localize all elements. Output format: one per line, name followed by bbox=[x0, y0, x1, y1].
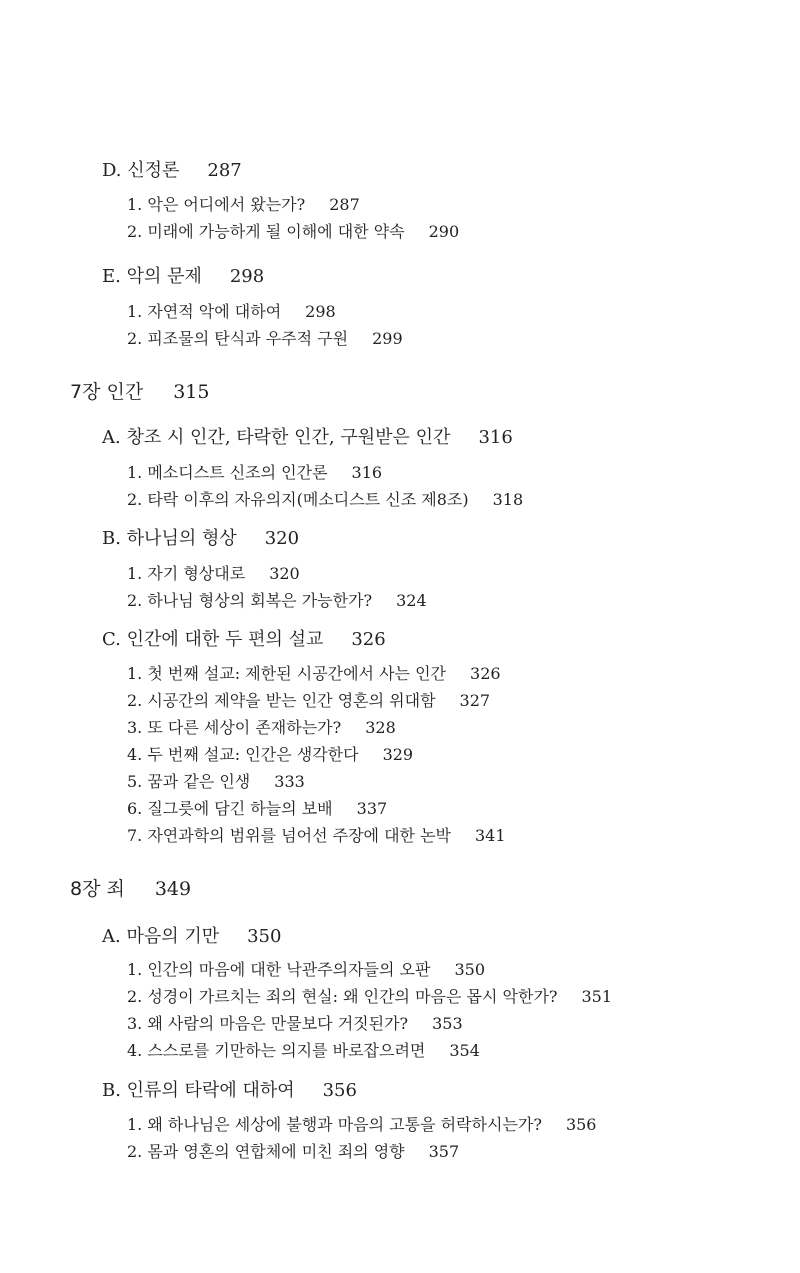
toc-section-label: C. 인간에 대한 두 편의 설교 bbox=[102, 629, 324, 650]
toc-chapter-8 bbox=[70, 880, 191, 899]
toc-chapter-label: 7장 인간 bbox=[70, 381, 144, 403]
toc-page-number: 316 bbox=[478, 427, 513, 448]
toc-section-label: B. 하나님의 형상 bbox=[102, 528, 237, 549]
toc-section-label: D. 신정론 bbox=[102, 160, 180, 181]
toc-page-number: 287 bbox=[329, 195, 360, 214]
toc-item bbox=[127, 1016, 463, 1032]
toc-page-number: 326 bbox=[470, 664, 501, 683]
toc-item-label: 7. 자연과학의 범위를 넘어선 주장에 대한 논박 bbox=[127, 826, 451, 845]
toc-item-label: 5. 꿈과 같은 인생 bbox=[127, 772, 251, 791]
toc-section-label: A. 마음의 기만 bbox=[102, 926, 220, 947]
toc-page-number: 298 bbox=[229, 266, 265, 287]
toc-page-number: 290 bbox=[428, 222, 460, 241]
toc-page-number: 354 bbox=[449, 1041, 480, 1060]
toc-item-label: 6. 질그릇에 담긴 하늘의 보배 bbox=[127, 799, 333, 818]
toc-item bbox=[127, 1117, 596, 1133]
toc-item bbox=[127, 197, 360, 213]
toc-section-8a bbox=[102, 928, 281, 946]
toc-item-label: 3. 또 다른 세상이 존재하는가? bbox=[127, 718, 342, 737]
toc-item-label: 1. 첫 번째 설교: 제한된 시공간에서 사는 인간 bbox=[127, 664, 447, 683]
toc-page-number: 329 bbox=[382, 745, 414, 764]
toc-item-label: 2. 피조물의 탄식과 우주적 구원 bbox=[127, 329, 349, 348]
toc-item bbox=[127, 1043, 480, 1059]
toc-item-label: 1. 인간의 마음에 대한 낙관주의자들의 오판 bbox=[127, 960, 431, 979]
toc-page-number: 318 bbox=[492, 490, 524, 509]
toc-section-label: B. 인류의 타락에 대하여 bbox=[102, 1080, 295, 1101]
toc-chapter-7 bbox=[70, 383, 209, 402]
toc-page-number: 350 bbox=[454, 960, 485, 979]
toc-section-7a bbox=[102, 429, 513, 447]
toc-page-number: 333 bbox=[274, 772, 305, 791]
toc-item-label: 4. 두 번째 설교: 인간은 생각한다 bbox=[127, 745, 359, 764]
toc-page-number: 337 bbox=[356, 799, 388, 818]
toc-item-label: 1. 왜 하나님은 세상에 불행과 마음의 고통을 허락하시는가? bbox=[127, 1115, 542, 1134]
toc-item-label: 2. 미래에 가능하게 될 이해에 대한 약속 bbox=[127, 222, 405, 241]
toc-page-number: 350 bbox=[247, 926, 282, 947]
toc-item bbox=[127, 693, 490, 709]
toc-section-7c bbox=[102, 631, 386, 649]
toc-page-number: 356 bbox=[322, 1080, 357, 1101]
toc-item bbox=[127, 566, 300, 582]
toc-item bbox=[127, 801, 387, 817]
toc-page-number: 299 bbox=[372, 329, 403, 348]
toc-item bbox=[127, 331, 403, 347]
toc-chapter-label: 8장 죄 bbox=[70, 878, 125, 900]
toc-page-number: 315 bbox=[173, 381, 210, 403]
toc-item bbox=[127, 593, 427, 609]
toc-section-label: A. 창조 시 인간, 타락한 인간, 구원받은 인간 bbox=[102, 427, 451, 448]
toc-item bbox=[127, 989, 612, 1005]
toc-section-d bbox=[102, 162, 242, 180]
toc-page-number: 328 bbox=[365, 718, 396, 737]
toc-item-label: 1. 악은 어디에서 왔는가? bbox=[127, 195, 306, 214]
toc-item-label: 1. 자연적 악에 대하여 bbox=[127, 302, 282, 321]
toc-item-label: 1. 자기 형상대로 bbox=[127, 564, 246, 583]
toc-item-label: 2. 타락 이후의 자유의지(메소디스트 신조 제8조) bbox=[127, 490, 469, 509]
toc-item-label: 2. 몸과 영혼의 연합체에 미친 죄의 영향 bbox=[127, 1142, 405, 1161]
toc-page-number: 341 bbox=[475, 826, 506, 845]
toc-section-8b bbox=[102, 1082, 357, 1100]
toc-page-number: 287 bbox=[207, 160, 242, 181]
toc-page-number: 327 bbox=[459, 691, 491, 710]
toc-page-number: 326 bbox=[351, 629, 386, 650]
toc-item bbox=[127, 224, 459, 240]
toc-item bbox=[127, 720, 396, 736]
toc-page-number: 356 bbox=[565, 1115, 597, 1134]
toc-page-number: 320 bbox=[269, 564, 300, 583]
toc-page-number: 353 bbox=[432, 1014, 463, 1033]
toc-item bbox=[127, 492, 523, 508]
toc-page-number: 316 bbox=[351, 463, 383, 482]
toc-item-label: 4. 스스로를 기만하는 의지를 바로잡으려면 bbox=[127, 1041, 426, 1060]
toc-item bbox=[127, 1144, 459, 1160]
toc-item bbox=[127, 666, 501, 682]
toc-item-label: 1. 메소디스트 신조의 인간론 bbox=[127, 463, 328, 482]
toc-page-number: 320 bbox=[264, 528, 300, 549]
toc-item-label: 2. 성경이 가르치는 죄의 현실: 왜 인간의 마음은 몹시 악한가? bbox=[127, 987, 558, 1006]
toc-item bbox=[127, 774, 305, 790]
toc-section-e bbox=[102, 268, 264, 286]
toc-item bbox=[127, 962, 485, 978]
toc-page-number: 298 bbox=[305, 302, 336, 321]
toc-item-label: 2. 하나님 형상의 회복은 가능한가? bbox=[127, 591, 373, 610]
toc-item bbox=[127, 304, 336, 320]
toc-page-number: 351 bbox=[581, 987, 613, 1006]
toc-item bbox=[127, 828, 506, 844]
toc-item bbox=[127, 465, 382, 481]
toc-page-number: 357 bbox=[428, 1142, 460, 1161]
toc-section-7b bbox=[102, 530, 299, 548]
toc-item-label: 2. 시공간의 제약을 받는 인간 영혼의 위대함 bbox=[127, 691, 436, 710]
toc-section-label: E. 악의 문제 bbox=[102, 266, 202, 287]
toc-page-number: 324 bbox=[396, 591, 427, 610]
toc-item-label: 3. 왜 사람의 마음은 만물보다 거짓된가? bbox=[127, 1014, 409, 1033]
toc-page-number: 349 bbox=[154, 878, 192, 900]
toc-item bbox=[127, 747, 413, 763]
